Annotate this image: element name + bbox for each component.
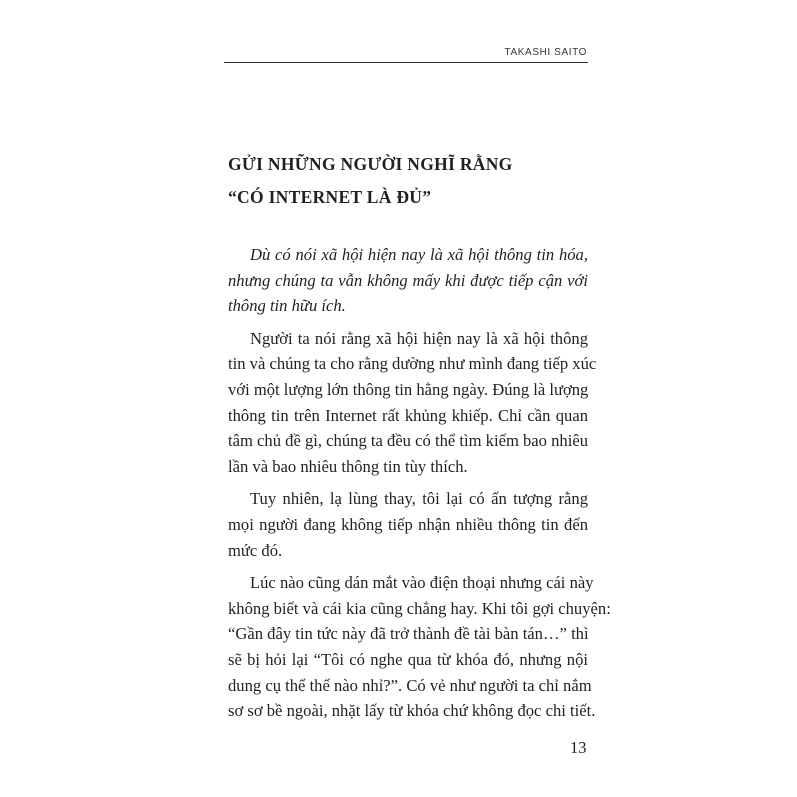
text-line: sơ sơ bề ngoài, nhặt lấy từ khóa chứ không đọc chi tiết. [228, 701, 596, 721]
header-rule [224, 62, 588, 63]
running-header: TAKASHI SAITO [504, 47, 587, 58]
text-line: tin và chúng ta cho rằng dường như mình đang tiếp xúc [228, 354, 597, 374]
text-line: lần và bao nhiêu thông tin tùy thích. [228, 456, 468, 476]
text-line: Tuy nhiên, lạ lùng thay, tôi lại có ấn tượng rằng [250, 489, 588, 509]
text-line: Người ta nói rằng xã hội hiện nay là xã hội thông [250, 328, 588, 348]
chapter-title-line: “CÓ INTERNET LÀ ĐỦ” [228, 187, 432, 207]
text-line: với một lượng lớn thông tin hằng ngày. Đúng là lượng [228, 379, 589, 399]
text-line: Lúc nào cũng dán mắt vào điện thoại nhưng cái này [250, 573, 594, 593]
text-line: thông tin hữu ích. [228, 296, 346, 316]
text-line: thông tin trên Internet rất khủng khiếp. Chỉ cần quan [228, 405, 588, 425]
text-line: “Gần đây tin tức này đã trở thành đề tài bàn tán…” thì [228, 624, 589, 644]
text-line: nhưng chúng ta vẫn không mấy khi được tiếp cận với [228, 270, 588, 290]
paragraph [228, 570, 611, 724]
paragraph [228, 242, 588, 319]
page-number: 13 [570, 738, 587, 757]
text-line: Dù có nói xã hội hiện nay là xã hội thông tin hóa, [250, 245, 588, 264]
text-line: mọi người đang không tiếp nhận nhiều thông tin đến [228, 514, 588, 534]
text-line: mức đó. [228, 540, 283, 560]
text-line: không biết và cái kia cũng chẳng hay. Khi tôi gợi chuyện: [228, 598, 611, 618]
text-line: tâm chủ đề gì, chúng ta đều có thể tìm kiếm bao nhiêu [228, 431, 588, 451]
chapter-title-line: GỬI NHỮNG NGƯỜI NGHĨ RẰNG [228, 154, 513, 174]
paragraph [228, 486, 588, 563]
chapter-title [228, 148, 513, 214]
text-line: sẽ bị hỏi lại “Tôi có nghe qua từ khóa đó, nhưng nội [228, 649, 588, 669]
body-text [228, 242, 611, 724]
paragraph [228, 326, 597, 480]
text-line: dung cụ thể thế nào nhỉ?”. Có vẻ như người ta chỉ nắm [228, 675, 592, 695]
